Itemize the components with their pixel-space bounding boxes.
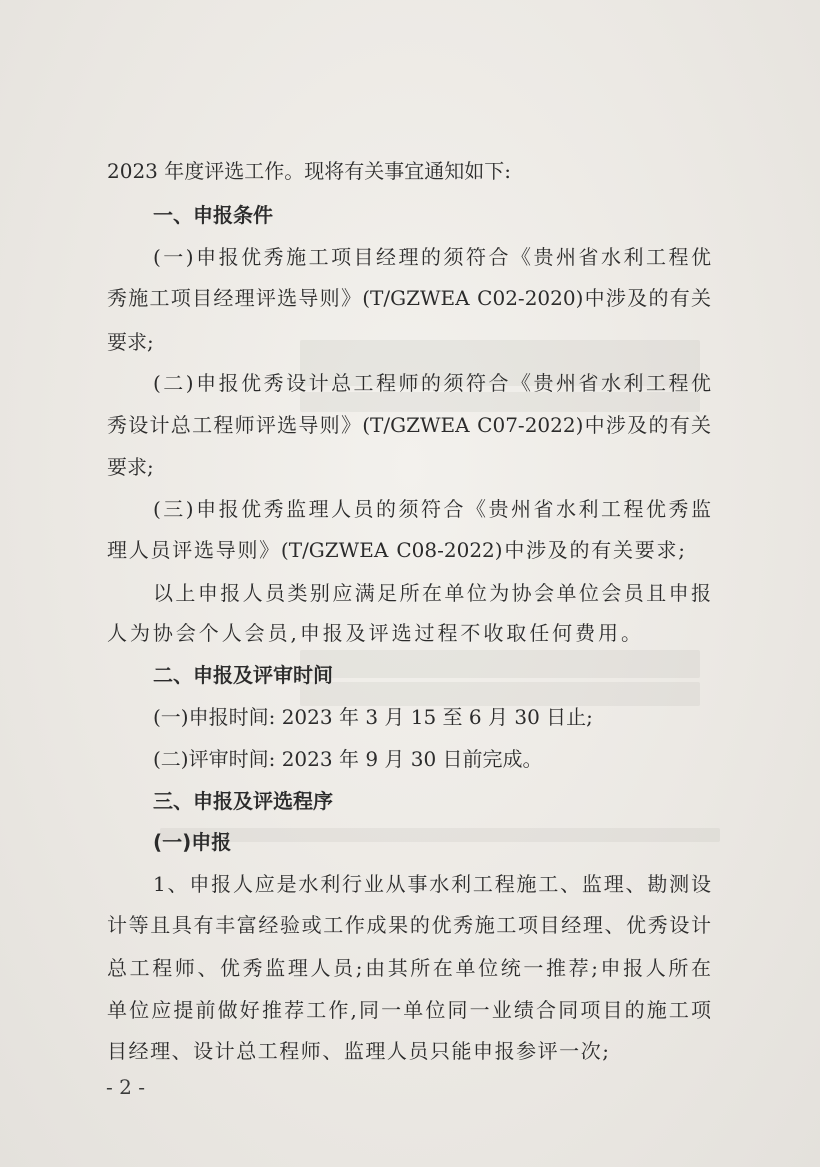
bleed-through-mark: [160, 828, 720, 842]
page-number: - 2 -: [106, 1075, 145, 1099]
body-line: (二)评审时间: 2023 年 9 月 30 日前完成。: [153, 747, 543, 771]
body-line: 目经理、设计总工程师、监理人员只能申报参评一次;: [107, 1039, 609, 1063]
subsection-heading: (一)申报: [153, 830, 232, 854]
body-line-intro: 2023 年度评选工作。现将有关事宜通知如下:: [107, 159, 511, 183]
section-heading-1: 一、申报条件: [153, 203, 273, 227]
section-heading-3: 三、申报及评选程序: [153, 789, 333, 813]
body-line: 秀施工项目经理评选导则》(T/GZWEA C02-2020)中涉及的有关: [107, 286, 711, 310]
body-line: 要求;: [107, 330, 154, 354]
body-line: (二)申报优秀设计总工程师的须符合《贵州省水利工程优: [153, 371, 711, 395]
bleed-through-mark: [300, 682, 700, 706]
body-line: 要求;: [107, 455, 154, 479]
body-line: 1、申报人应是水利行业从事水利工程施工、监理、勘测设: [153, 872, 711, 896]
body-line: 人为协会个人会员,申报及评选过程不收取任何费用。: [107, 621, 641, 645]
body-line: 秀设计总工程师评选导则》(T/GZWEA C07-2022)中涉及的有关: [107, 413, 711, 437]
body-line: (一)申报时间: 2023 年 3 月 15 至 6 月 30 日止;: [153, 705, 593, 729]
body-line: 以上申报人员类别应满足所在单位为协会单位会员且申报: [153, 581, 711, 605]
body-line: (一)申报优秀施工项目经理的须符合《贵州省水利工程优: [153, 245, 711, 269]
bleed-through-mark: [300, 392, 700, 412]
body-line: (三)申报优秀监理人员的须符合《贵州省水利工程优秀监: [153, 497, 711, 521]
body-line: 理人员评选导则》(T/GZWEA C08-2022)中涉及的有关要求;: [107, 538, 685, 562]
body-line: 单位应提前做好推荐工作,同一单位同一业绩合同项目的施工项: [107, 998, 711, 1022]
section-heading-2: 二、申报及评审时间: [153, 663, 333, 687]
bleed-through-mark: [300, 650, 700, 678]
body-line: 计等且具有丰富经验或工作成果的优秀施工项目经理、优秀设计: [107, 913, 711, 937]
body-line: 总工程师、优秀监理人员;由其所在单位统一推荐;申报人所在: [107, 956, 711, 980]
